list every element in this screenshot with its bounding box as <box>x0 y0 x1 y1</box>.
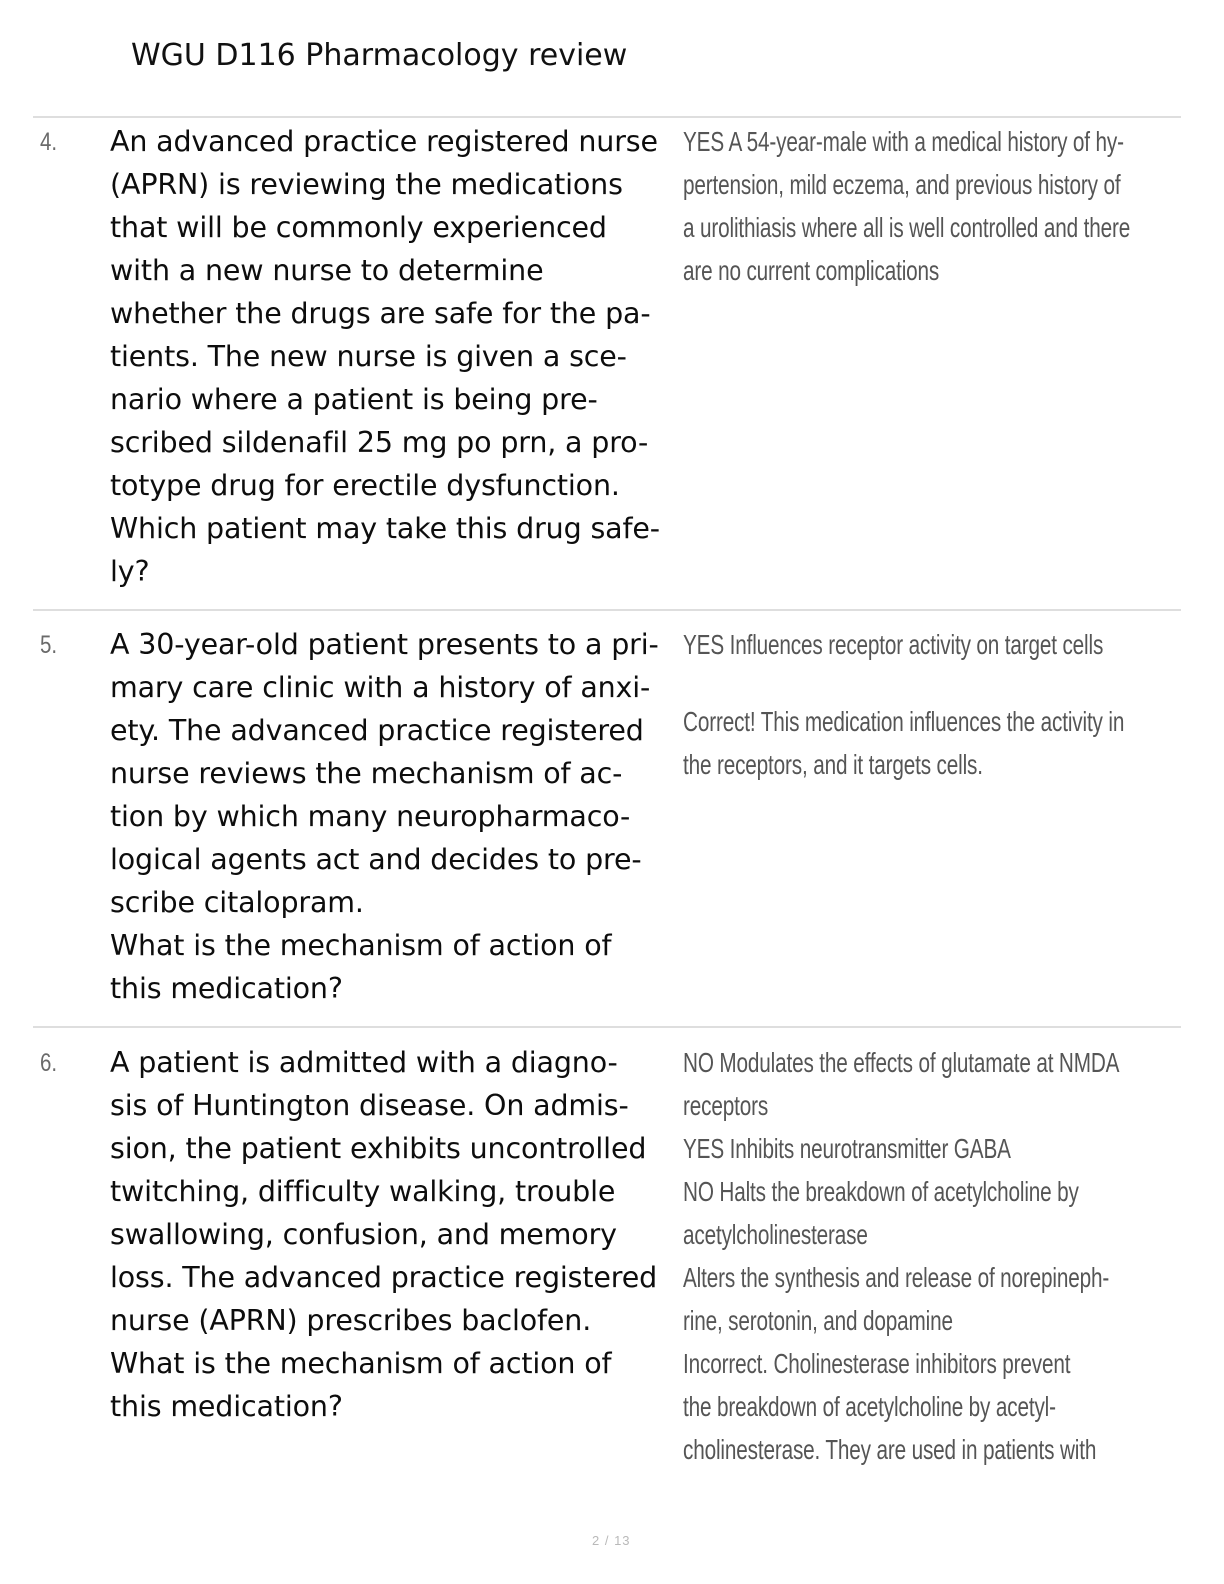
question-line: nurse reviews the mechanism of ac- <box>110 757 623 790</box>
spacer <box>683 666 1183 700</box>
feedback-line: cholinesterase. They are used in patients with <box>683 1434 1097 1465</box>
feedback-line: Correct! This medication influences the activity in <box>683 706 1125 737</box>
answer-line: NO Modulates the effects of glutamate at NMDA <box>683 1047 1120 1078</box>
question-line: A 30-year-old patient presents to a pri- <box>110 628 659 661</box>
question-line: scribed sildenafil 25 mg po prn, a pro- <box>110 426 649 459</box>
question-line: ety. The advanced practice registered <box>110 714 644 747</box>
question-line: An advanced practice registered nurse <box>110 125 658 158</box>
answer-line: Alters the synthesis and release of norepineph- <box>683 1262 1110 1293</box>
question-line: logical agents act and decides to pre- <box>110 843 642 876</box>
question-line: mary care clinic with a history of anxi- <box>110 671 651 704</box>
question-line: ly? <box>110 555 150 588</box>
divider <box>33 116 1181 118</box>
answer-line: receptors <box>683 1090 769 1121</box>
question-line: tients. The new nurse is given a sce- <box>110 340 627 373</box>
question-text <box>110 120 676 593</box>
answer-line: NO Halts the breakdown of acetylcholine by <box>683 1176 1079 1207</box>
question-line: this medication? <box>110 972 343 1005</box>
answer-line: YES Influences receptor activity on target cells <box>683 629 1104 660</box>
answer-column <box>683 120 1183 292</box>
answer-column <box>683 1041 1183 1471</box>
question-line: twitching, difficulty walking, trouble <box>110 1175 616 1208</box>
feedback-line: Incorrect. Cholinesterase inhibitors prevent <box>683 1348 1071 1379</box>
divider <box>33 1026 1181 1028</box>
question-line: swallowing, confusion, and memory <box>110 1218 617 1251</box>
answer-column <box>683 623 1183 786</box>
answer-line: are no current complications <box>683 255 940 286</box>
question-line: nurse (APRN) prescribes baclofen. <box>110 1304 592 1337</box>
question-number: 6. <box>40 1049 58 1077</box>
question-line: Which patient may take this drug safe- <box>110 512 660 545</box>
question-line: sion, the patient exhibits uncontrolled <box>110 1132 647 1165</box>
question-text <box>110 623 676 1010</box>
answer-line: acetylcholinesterase <box>683 1219 868 1250</box>
answer-line: rine, serotonin, and dopamine <box>683 1305 953 1336</box>
question-line: sis of Huntington disease. On admis- <box>110 1089 629 1122</box>
question-text <box>110 1041 676 1428</box>
feedback-line: the receptors, and it targets cells. <box>683 749 983 780</box>
question-number: 4. <box>40 128 58 156</box>
question-line: tion by which many neuropharmaco- <box>110 800 631 833</box>
question-line: scribe citalopram. <box>110 886 364 919</box>
question-line: loss. The advanced practice registered <box>110 1261 658 1294</box>
divider <box>33 609 1181 611</box>
question-line: (APRN) is reviewing the medications <box>110 168 623 201</box>
feedback-line: the breakdown of acetylcholine by acetyl- <box>683 1391 1056 1422</box>
page-number: 2 / 13 <box>592 1533 631 1548</box>
answer-line: pertension, mild eczema, and previous history of <box>683 169 1121 200</box>
question-line: with a new nurse to determine <box>110 254 544 287</box>
answer-line: YES Inhibits neurotransmitter GABA <box>683 1133 1011 1164</box>
answer-line: a urolithiasis where all is well controlled and there <box>683 212 1131 243</box>
question-line: whether the drugs are safe for the pa- <box>110 297 651 330</box>
question-line: this medication? <box>110 1390 343 1423</box>
question-line: totype drug for erectile dysfunction. <box>110 469 620 502</box>
question-line: that will be commonly experienced <box>110 211 607 244</box>
question-number: 5. <box>40 631 58 659</box>
question-line: A patient is admitted with a diagno- <box>110 1046 618 1079</box>
answer-line: YES A 54-year-male with a medical history of hy- <box>683 126 1124 157</box>
document-title: WGU D116 Pharmacology review <box>131 38 628 73</box>
question-line: nario where a patient is being pre- <box>110 383 598 416</box>
question-line: What is the mechanism of action of <box>110 929 612 962</box>
question-line: What is the mechanism of action of <box>110 1347 612 1380</box>
